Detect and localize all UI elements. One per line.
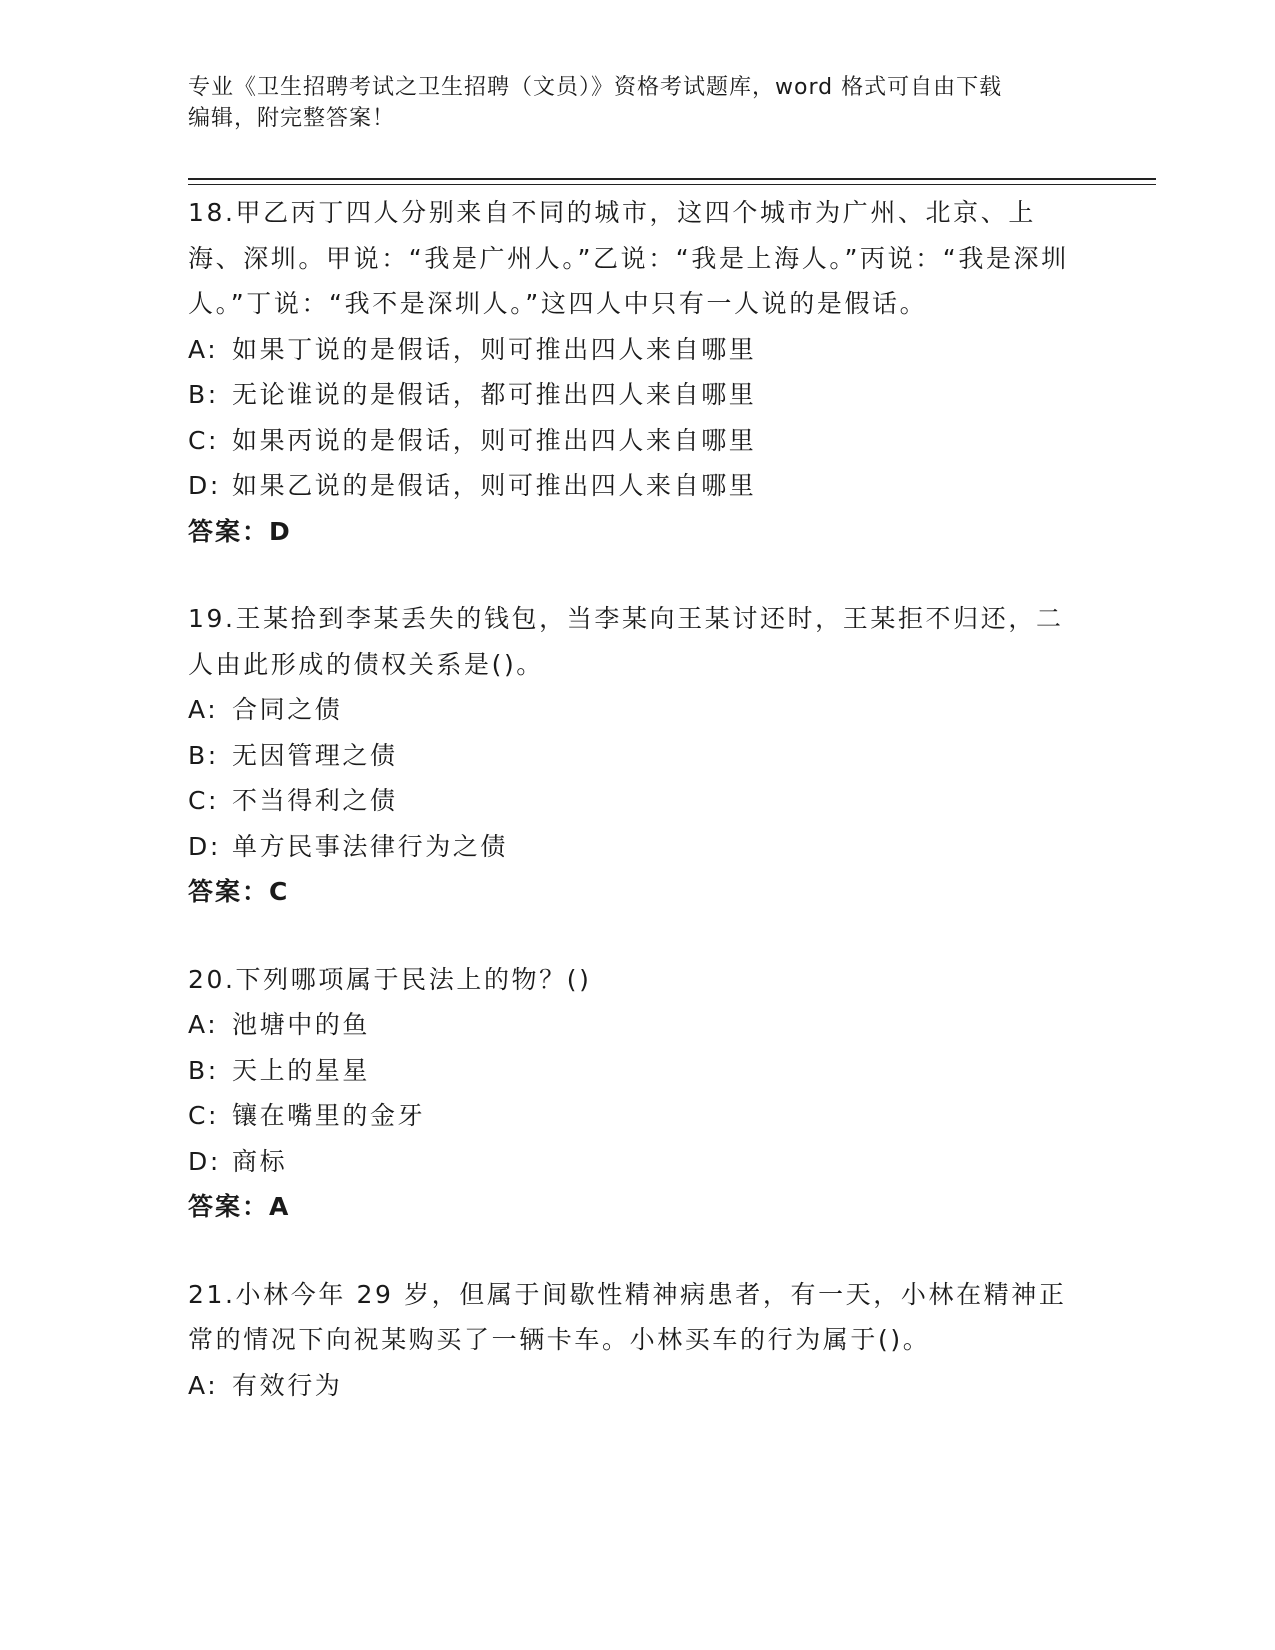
option-c <box>188 778 1088 824</box>
answer-line: 答案：A <box>188 1192 291 1221</box>
answer-line: 答案：D <box>188 516 292 546</box>
option-key: A: <box>188 1010 219 1039</box>
option-key: D: <box>188 831 221 861</box>
option-text: 单方民事法律行为之债 <box>232 831 509 861</box>
option-d <box>188 463 1088 509</box>
option-text: 镶在嘴里的金牙 <box>232 1101 426 1130</box>
option-d <box>188 824 1088 870</box>
option-c <box>188 418 1088 464</box>
answer-line: 答案：C <box>188 877 290 906</box>
header-divider-thin <box>188 184 1156 185</box>
option-a <box>188 327 1088 373</box>
option-key: A: <box>188 695 219 724</box>
question-18 <box>188 190 1088 554</box>
option-text: 天上的星星 <box>232 1055 371 1085</box>
question-19 <box>188 596 1088 915</box>
option-text: 无论谁说的是假话，都可推出四人来自哪里 <box>232 380 757 409</box>
option-key: C: <box>188 786 220 815</box>
option-b <box>188 372 1088 418</box>
option-key: D: <box>188 471 221 500</box>
option-key: C: <box>188 425 220 455</box>
header-divider-thick <box>188 178 1156 180</box>
option-key: A: <box>188 1370 219 1400</box>
question-stem: 18.甲乙丙丁四人分别来自不同的城市，这四个城市为广州、北京、上海、深圳。甲说：“我是广州人。”乙说：“我是上海人。”丙说：“我是深圳人。”丁说：“我不是深圳人。”这四人中只有一人说的是假话。 <box>188 198 1069 318</box>
option-b <box>188 1048 1088 1094</box>
option-key: B: <box>188 1055 219 1085</box>
option-text: 商标 <box>232 1146 288 1176</box>
option-key: C: <box>188 1101 220 1130</box>
option-text: 池塘中的鱼 <box>232 1010 371 1039</box>
option-key: A: <box>188 334 219 364</box>
option-text: 如果乙说的是假话，则可推出四人来自哪里 <box>232 471 757 500</box>
question-20 <box>188 957 1088 1230</box>
option-text: 不当得利之债 <box>232 786 398 815</box>
header-title-line-1: 专业《卫生招聘考试之卫生招聘（文员）》资格考试题库，word 格式可自由下载 <box>188 75 1003 100</box>
option-c <box>188 1093 1088 1139</box>
option-text: 有效行为 <box>232 1370 343 1400</box>
option-b <box>188 733 1088 779</box>
option-key: B: <box>188 380 219 409</box>
question-21 <box>188 1272 1088 1409</box>
document-header <box>188 72 1068 134</box>
option-a <box>188 687 1088 733</box>
header-title-line-2: 编辑，附完整答案！ <box>188 106 396 131</box>
option-a <box>188 1002 1088 1048</box>
option-key: D: <box>188 1146 221 1176</box>
question-list <box>188 190 1088 1450</box>
option-key: B: <box>188 740 219 770</box>
option-d <box>188 1139 1088 1185</box>
question-stem: 21.小林今年 29 岁，但属于间歇性精神病患者，有一天，小林在精神正常的情况下向祝某购买了一辆卡车。小林买车的行为属于()。 <box>188 1279 1067 1354</box>
option-text: 合同之债 <box>232 695 343 724</box>
option-text: 如果丙说的是假话，则可推出四人来自哪里 <box>232 425 757 455</box>
option-text: 如果丁说的是假话，则可推出四人来自哪里 <box>232 334 757 364</box>
option-a <box>188 1363 1088 1409</box>
question-stem: 20.下列哪项属于民法上的物？() <box>188 964 592 994</box>
question-stem: 19.王某拾到李某丢失的钱包，当李某向王某讨还时，王某拒不归还，二人由此形成的债权关系是()。 <box>188 604 1064 679</box>
option-text: 无因管理之债 <box>232 740 398 770</box>
